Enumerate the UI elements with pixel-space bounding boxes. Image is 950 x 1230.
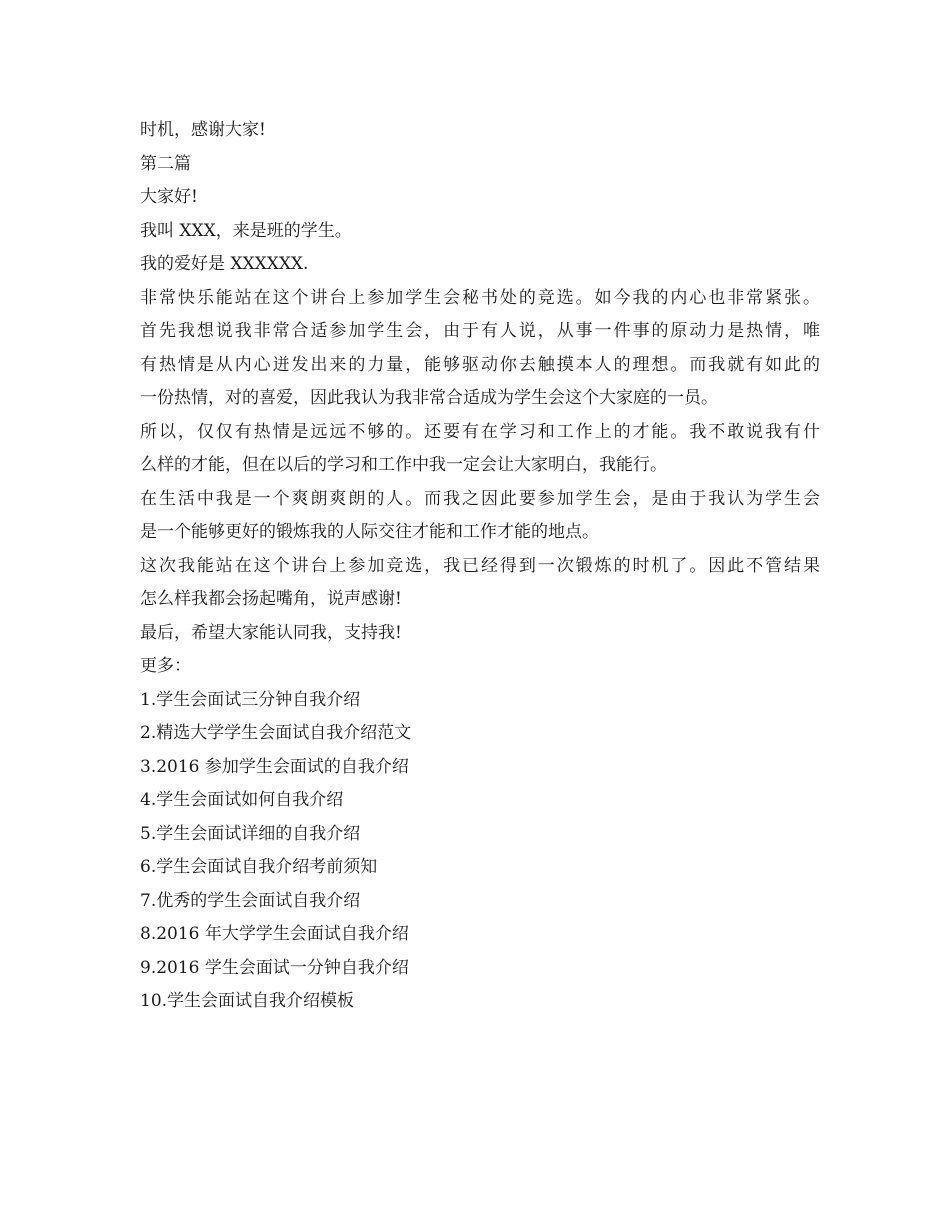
more-list-item[interactable]: 8.2016 年大学学生会面试自我介绍 bbox=[140, 924, 409, 944]
more-list bbox=[140, 686, 820, 1021]
text-line: 这次我能站在这个讲台上参加竞选，我已经得到一次锻炼的时机了。因此不管结果 bbox=[140, 555, 820, 576]
text-line: 在生活中我是一个爽朗爽朗的人。而我之因此要参加学生会，是由于我认为学生会 bbox=[140, 488, 820, 509]
more-list-item[interactable]: 4.学生会面试如何自我介绍 bbox=[140, 790, 344, 810]
more-list-item[interactable]: 2.精选大学学生会面试自我介绍范文 bbox=[140, 723, 412, 743]
more-list-item[interactable]: 10.学生会面试自我介绍模板 bbox=[140, 991, 355, 1011]
more-list-item[interactable]: 3.2016 参加学生会面试的自我介绍 bbox=[140, 756, 409, 777]
text-line: 所以，仅仅有热情是远远不够的。还要有在学习和工作上的才能。我不敢说我有什 bbox=[140, 421, 820, 442]
text-line: 非常快乐能站在这个讲台上参加学生会秘书处的竞选。如今我的内心也非常紧张。 bbox=[140, 287, 820, 308]
text-line: 我叫 XXX，来是班的学生。 bbox=[140, 220, 352, 241]
text-line: 一份热情，对的喜爱，因此我认为我非常合适成为学生会这个大家庭的一员。 bbox=[140, 388, 718, 408]
text-line: 时机，感谢大家! bbox=[140, 120, 266, 140]
section-heading: 第二篇 bbox=[140, 153, 191, 174]
more-list-item[interactable]: 5.学生会面试详细的自我介绍 bbox=[140, 823, 361, 844]
text-line: 是一个能够更好的锻炼我的人际交往才能和工作才能的地点。 bbox=[140, 522, 599, 542]
more-list-item[interactable]: 1.学生会面试三分钟自我介绍 bbox=[140, 689, 361, 710]
text-line: 最后，希望大家能认同我，支持我! bbox=[140, 622, 402, 643]
more-heading: 更多： bbox=[140, 656, 191, 676]
document-page bbox=[140, 116, 820, 1021]
document-body bbox=[140, 116, 820, 686]
text-line: 首先我想说我非常合适参加学生会，由于有人说，从事一件事的原动力是热情，唯 bbox=[140, 321, 820, 341]
more-list-item[interactable]: 7.优秀的学生会面试自我介绍 bbox=[140, 890, 361, 911]
more-list-item[interactable]: 9.2016 学生会面试一分钟自我介绍 bbox=[140, 957, 409, 978]
more-list-item[interactable]: 6.学生会面试自我介绍考前须知 bbox=[140, 857, 378, 877]
text-line: 大家好! bbox=[140, 187, 198, 207]
text-line: 么样的才能，但在以后的学习和工作中我一定会让大家明白，我能行。 bbox=[140, 455, 667, 475]
text-line: 有热情是从内心迸发出来的力量，能够驱动你去触摸本人的理想。而我就有如此的 bbox=[140, 354, 820, 375]
text-line: 我的爱好是 XXXXXX. bbox=[140, 254, 309, 274]
text-line: 怎么样我都会扬起嘴角，说声感谢! bbox=[140, 589, 402, 609]
